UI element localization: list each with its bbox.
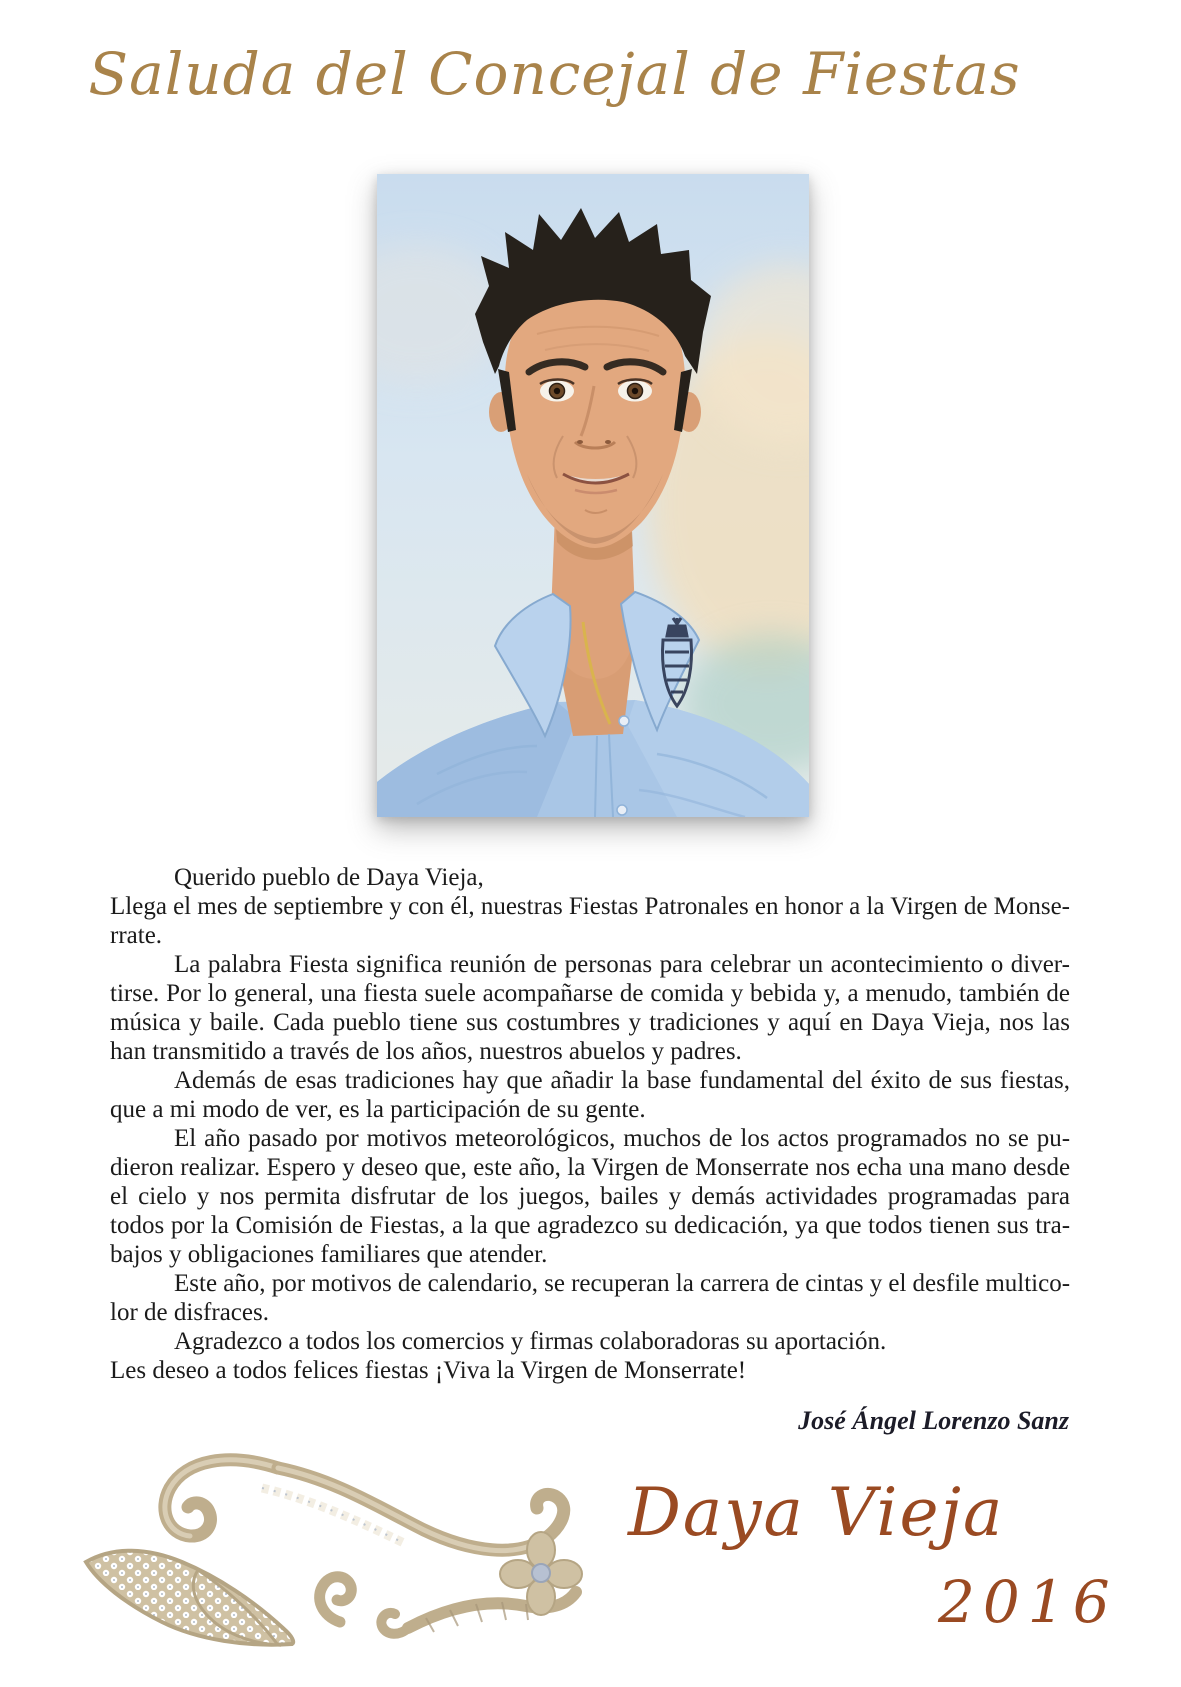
body-text-line: todos por la Comisión de Fiestas, a la que agradezco su dedicación, ya que todos tienen sus tra- <box>110 1212 1071 1239</box>
body-text-line: lor de disfraces. <box>110 1299 269 1326</box>
body-text-line: Querido pueblo de Daya Vieja, <box>174 864 484 891</box>
body-text-line: rrate. <box>110 922 163 949</box>
body-text-line: Les deseo a todos felices fiestas ¡Viva la Virgen de Monserrate! <box>110 1357 747 1384</box>
councilman-portrait-image <box>377 174 809 817</box>
brand-daya-vieja: Daya Vieja <box>628 1474 1005 1551</box>
body-text-line: Llega el mes de septiembre y con él, nuestras Fiestas Patronales en honor a la Virgen de Monse- <box>110 893 1071 920</box>
body-text-line: han transmitido a través de los años, nuestros abuelos y padres. <box>110 1038 742 1065</box>
page-title: Saluda del Concejal de Fiestas <box>88 40 1021 108</box>
portrait-photo <box>377 174 809 817</box>
letter-body <box>110 863 1070 1385</box>
body-text-line: bajos y obligaciones familiares que atender. <box>110 1241 548 1268</box>
body-text-line: La palabra Fiesta significa reunión de personas para celebrar un acontecimiento o diver- <box>174 951 1070 978</box>
body-text-line: Agradezco a todos los comercios y firmas colaboradoras su aportación. <box>174 1328 887 1355</box>
signature: José Ángel Lorenzo Sanz <box>798 1406 1069 1435</box>
year-2016: 2016 <box>938 1568 1118 1636</box>
body-text-line: Además de esas tradiciones hay que añadir la base fundamental del éxito de sus fiestas, <box>174 1067 1070 1094</box>
body-text-line: música y baile. Cada pueblo tiene sus costumbres y tradiciones y aquí en Daya Vieja, nos las <box>110 1009 1070 1036</box>
body-text-line: tirse. Por lo general, una fiesta suele acompañarse de comida y bebida y, a menudo, también de <box>110 980 1070 1007</box>
body-text-line: que a mi modo de ver, es la participación de su gente. <box>110 1096 646 1123</box>
body-text-line: Este año, por motivos de calendario, se recuperan la carrera de cintas y el desfile multico- <box>174 1270 1071 1297</box>
body-text-line: El año pasado por motivos meteorológicos, muchos de los actos programados no se pu- <box>174 1125 1071 1152</box>
lace-ornament <box>78 1450 590 1650</box>
body-text-line: dieron realizar. Espero y deseo que, este año, la Virgen de Monserrate nos echa una mano desde <box>110 1154 1071 1181</box>
lace-ornament-image <box>78 1450 590 1650</box>
body-text-line: el cielo y nos permita disfrutar de los juegos, bailes y demás actividades programadas para <box>110 1183 1070 1210</box>
